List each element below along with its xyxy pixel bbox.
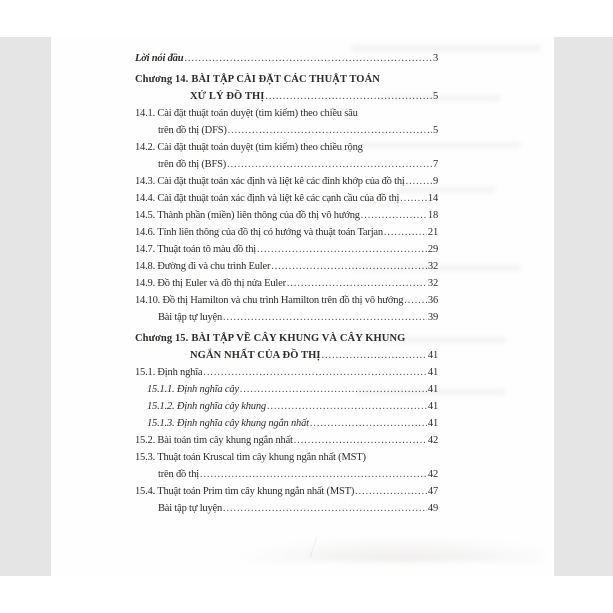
dot-leader xyxy=(228,122,432,139)
dot-leader xyxy=(223,500,427,517)
toc-entry-label xyxy=(190,347,321,364)
toc-entry-label xyxy=(135,364,202,381)
toc-entry-label xyxy=(135,292,403,309)
dot-leader xyxy=(294,432,427,449)
toc-entry-label xyxy=(135,190,399,207)
dot-leader xyxy=(400,190,427,207)
toc-page-number: 41 xyxy=(427,367,438,378)
chapter-number: Chương 14. xyxy=(135,74,189,85)
toc-entry xyxy=(135,71,438,88)
background-margin-right xyxy=(554,37,613,576)
dot-leader xyxy=(406,173,432,190)
toc-entry-label xyxy=(147,381,239,398)
page-shadow xyxy=(231,536,544,562)
toc-entry-label xyxy=(135,105,358,122)
toc-page-number: 49 xyxy=(427,503,438,514)
toc-entry xyxy=(135,415,438,432)
toc-entry-label xyxy=(135,207,360,224)
dot-leader xyxy=(271,258,427,275)
toc-entry-text: trên đồ thị (BFS) xyxy=(158,159,227,170)
toc-page-number: 18 xyxy=(427,210,438,221)
toc-entry-text: BÀI TẬP VỀ CÂY KHUNG VÀ CÂY KHUNG xyxy=(191,333,406,344)
toc-entry xyxy=(135,190,438,207)
toc-entry-text: trên đồ thị xyxy=(158,469,199,480)
toc-entry-text: 15.1.2. Định nghĩa cây khung xyxy=(147,401,266,412)
toc-entry xyxy=(135,241,438,258)
dot-leader xyxy=(355,483,427,500)
toc-entry-text: 15.4. Thuật toán Prim tìm cây khung ngắn nhất (MST) xyxy=(135,486,355,497)
toc-entry-label xyxy=(147,398,266,415)
toc-entry xyxy=(135,50,438,67)
toc-entry-label xyxy=(135,275,286,292)
toc-entry xyxy=(135,483,438,500)
toc-entry-label xyxy=(135,71,380,88)
toc-entry xyxy=(135,330,438,347)
dot-leader xyxy=(200,466,427,483)
toc-entry-text: 15.1.3. Định nghĩa cây khung ngắn nhất xyxy=(147,418,309,429)
toc-entry-label xyxy=(135,50,183,67)
toc xyxy=(135,50,438,517)
toc-entry-label xyxy=(135,224,383,241)
toc-entry-label xyxy=(190,88,264,105)
dot-leader xyxy=(240,381,427,398)
toc-entry-text: 14.10. Đồ thị Hamilton và chu trình Hamilton trên đồ thị vô hướng xyxy=(135,295,404,306)
toc-entry xyxy=(135,156,438,173)
toc-page-number: 14 xyxy=(427,193,438,204)
toc-entry-text: 14.4. Cài đặt thuật toán xác định và liệt kê các cạnh cầu của đồ thị xyxy=(135,193,400,204)
toc-entry-label xyxy=(135,241,256,258)
toc-entry xyxy=(135,381,438,398)
toc-entry xyxy=(135,500,438,517)
toc-entry xyxy=(135,258,438,275)
toc-page-number: 29 xyxy=(427,244,438,255)
toc-entry-text: 15.1. Định nghĩa xyxy=(135,367,203,378)
toc-page-number: 41 xyxy=(427,401,438,412)
toc-entry-text: 15.3. Thuật toán Kruscal tìm cây khung ngắn nhất (MST) xyxy=(135,452,366,463)
toc-entry-text: 14.1. Cài đặt thuật toán duyệt (tìm kiếm) theo chiều sâu xyxy=(135,108,358,119)
toc-entry-text: NGẮN NHẤT CỦA ĐỒ THỊ xyxy=(190,350,321,361)
toc-entry-label xyxy=(135,432,293,449)
toc-page-number: 32 xyxy=(427,278,438,289)
toc-entry-text: 14.3. Cài đặt thuật toán xác định và liệt kê các đỉnh khớp của đồ thị xyxy=(135,176,405,187)
toc-entry-text: XỬ LÝ ĐỒ THỊ xyxy=(190,91,265,102)
toc-entry xyxy=(135,398,438,415)
toc-entry-label xyxy=(135,139,363,156)
toc-entry-text: 14.9. Đồ thị Euler và đồ thị nửa Euler xyxy=(135,278,286,289)
toc-entry-text: Bài tập tự luyện xyxy=(158,312,223,323)
dot-leader xyxy=(257,241,427,258)
toc-page-number: 3 xyxy=(432,53,438,64)
dot-leader xyxy=(361,207,427,224)
dot-leader xyxy=(384,224,427,241)
toc-page-number: 21 xyxy=(427,227,438,238)
toc-entry-label xyxy=(158,156,226,173)
toc-page-number: 36 xyxy=(427,295,438,306)
toc-entry xyxy=(135,207,438,224)
toc-page-number: 5 xyxy=(432,91,438,102)
toc-entry-label xyxy=(147,415,309,432)
toc-entry-text: trên đồ thị (DFS) xyxy=(158,125,227,136)
toc-page-number: 41 xyxy=(427,384,438,395)
toc-entry xyxy=(135,347,438,364)
dot-leader xyxy=(203,364,427,381)
toc-entry xyxy=(135,105,438,122)
toc-entry-text: 14.8. Đường đi và chu trình Euler xyxy=(135,261,271,272)
toc-page-number: 41 xyxy=(427,418,438,429)
toc-entry xyxy=(135,173,438,190)
background-margin-left xyxy=(0,37,51,576)
toc-entry-label xyxy=(135,173,405,190)
toc-entry-label xyxy=(135,449,366,466)
toc-page-number: 5 xyxy=(432,125,438,136)
dot-leader xyxy=(267,398,427,415)
toc-entry xyxy=(135,224,438,241)
page-crease xyxy=(310,536,318,557)
dot-leader xyxy=(184,50,432,67)
toc-entry-label xyxy=(158,122,227,139)
toc-entry-text: 14.5. Thành phần (miền) liên thông của đồ thị vô hướng xyxy=(135,210,360,221)
toc-entry-text: Bài tập tự luyện xyxy=(158,503,223,514)
dot-leader xyxy=(227,156,432,173)
toc-page-number: 39 xyxy=(427,312,438,323)
toc-entry-label xyxy=(135,483,354,500)
dot-leader xyxy=(404,292,427,309)
toc-entry xyxy=(135,139,438,156)
toc-entry-text: 14.6. Tính liên thông của đồ thị có hướng và thuật toán Tarjan xyxy=(135,227,383,238)
toc-entry-text: 14.2. Cài đặt thuật toán duyệt (tìm kiếm) theo chiều rộng xyxy=(135,142,363,153)
toc-entry-text: 14.7. Thuật toán tô màu đồ thị xyxy=(135,244,256,255)
toc-entry-label xyxy=(158,466,199,483)
toc-page-number: 9 xyxy=(432,176,438,187)
toc-entry xyxy=(135,466,438,483)
toc-entry xyxy=(135,309,438,326)
dot-leader xyxy=(265,88,432,105)
toc-entry xyxy=(135,364,438,381)
toc-entry-label xyxy=(135,330,405,347)
toc-entry xyxy=(135,122,438,139)
toc-page-number: 32 xyxy=(427,261,438,272)
toc-entry xyxy=(135,88,438,105)
toc-entry-text: BÀI TẬP CÀI ĐẶT CÁC THUẬT TOÁN xyxy=(191,74,380,85)
toc-entry-label xyxy=(135,258,270,275)
dot-leader xyxy=(287,275,427,292)
toc-entry-label xyxy=(158,309,222,326)
toc-entry xyxy=(135,449,438,466)
toc-entry-text: 15.1.1. Định nghĩa cây xyxy=(147,384,239,395)
toc-page-number: 42 xyxy=(427,435,438,446)
dot-leader xyxy=(310,415,427,432)
toc-entry-text: Lời nói đầu xyxy=(135,53,184,64)
dot-leader xyxy=(223,309,427,326)
toc-page-number: 42 xyxy=(427,469,438,480)
toc-entry xyxy=(135,275,438,292)
toc-entry xyxy=(135,292,438,309)
chapter-number: Chương 15. xyxy=(135,333,189,344)
toc-entry-text: 15.2. Bài toán tìm cây khung ngắn nhất xyxy=(135,435,293,446)
toc-page-number: 7 xyxy=(432,159,438,170)
toc-entry xyxy=(135,432,438,449)
toc-entry-label xyxy=(158,500,222,517)
dot-leader xyxy=(322,347,427,364)
toc-page-number: 47 xyxy=(427,486,438,497)
toc-page-number: 41 xyxy=(427,350,438,361)
